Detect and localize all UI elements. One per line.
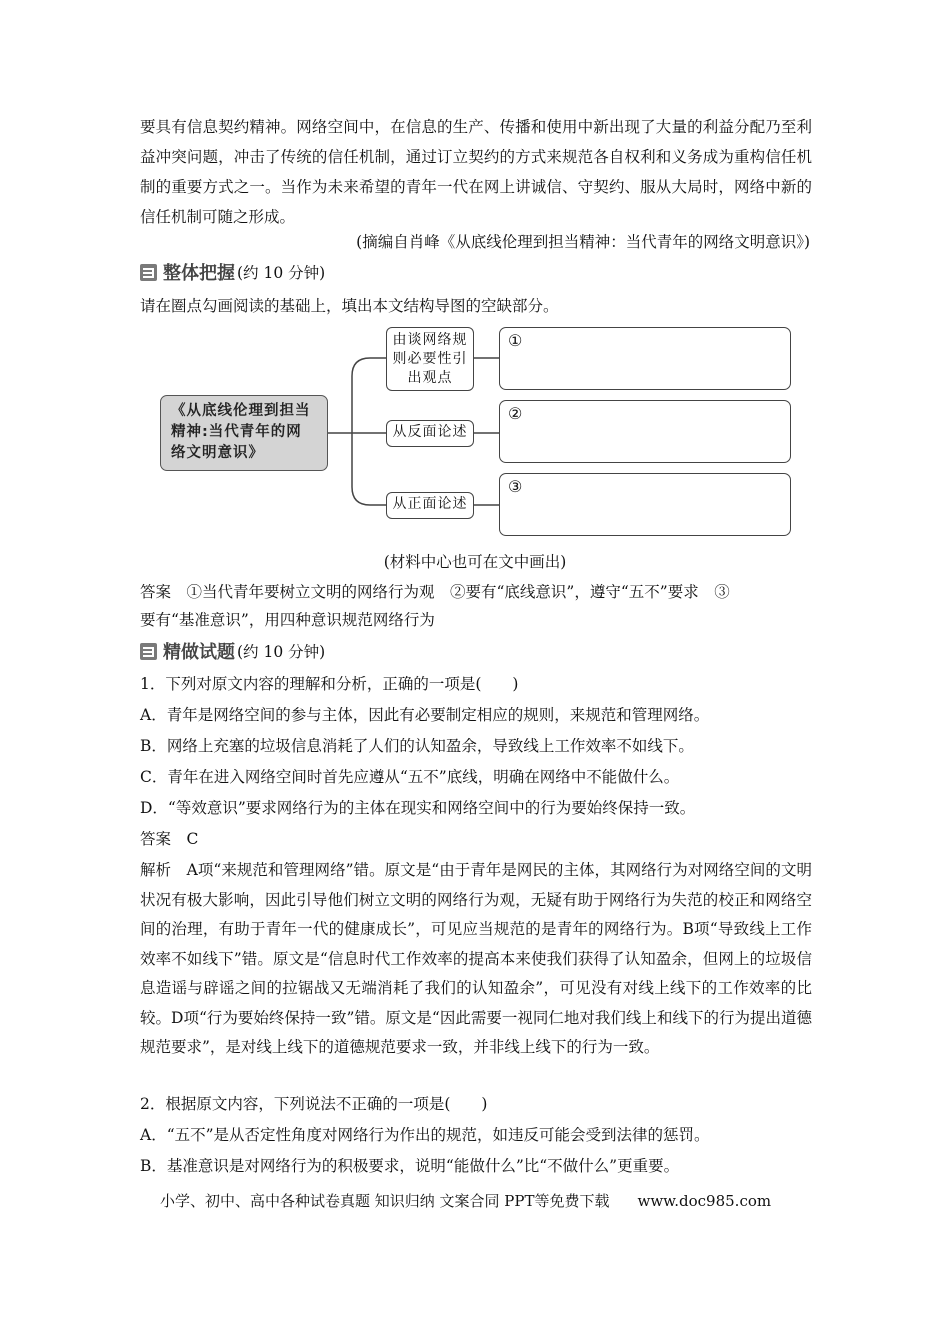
diagram-root-node: 《从底线伦理到担当精神:当代青年的网络文明意识》: [160, 395, 328, 471]
section-time-note: (约 10 分钟): [237, 643, 326, 661]
blank-marker-3: ③: [508, 477, 523, 496]
branch-node-negative: 从反面论述: [386, 420, 474, 447]
citation: (摘编自肖峰《从底线伦理到担当精神：当代青年的网络文明意识》): [356, 233, 810, 251]
question1-option-c: C．青年在进入网络空间时首先应遵从“五不”底线，明确在网络中不能做什么。: [140, 768, 680, 786]
question1-analysis: 解析 A项“来规范和管理网络”错。原文是“由于青年是网民的主体，其网络行为对网络空间的文明状况有极大影响，因此引导他们树立文明的网络行为观，无疑有助于网络行为失范的校正和网络空间的治理，有助于青年一代的健康成长”，可见应当规范的是青年的网络行为。B项“导致线上工作效率不如线下”错。原文是“信息时代工作效率的提高本来使我们获得了认知盈余，但网上的垃圾信息造谣与辟谣之间的拉锯战又无端消耗了我们的认知盈余”，可见没有对线上线下的工作效率的比较。D项“行为要始终保持一致”错。原文是“因此需要一视同仁地对我们线上和线下的行为提出道德规范要求”，是对线上线下的道德规范要求一致，并非线上线下的行为一致。: [140, 861, 812, 1056]
section-title: 整体把握: [163, 263, 235, 284]
answer1-line1: 答案 ①当代青年要树立文明的网络行为观 ②要有“底线意识”，遵守“五不”要求 ③: [140, 583, 730, 601]
blank-box-2[interactable]: [499, 400, 791, 463]
question1-option-b: B．网络上充塞的垃圾信息消耗了人们的认知盈余，导致线上工作效率不如线下。: [140, 737, 694, 755]
intro-paragraph: 要具有信息契约精神。网络空间中，在信息的生产、传播和使用中新出现了大量的利益分配乃至利益冲突问题，冲击了传统的信任机制，通过订立契约的方式来规范各自权利和义务成为重构信任机制的重要方式之一。当作为未来希望的青年一代在网上讲诚信、守契约、服从大局时，网络中新的信任机制可随之形成。: [140, 118, 812, 226]
footer-text: 小学、初中、高中各种试卷真题 知识归纳 文案合同 PPT等免费下载: [160, 1192, 610, 1210]
section-icon: [140, 643, 157, 660]
question2-option-a: A．“五不”是从否定性角度对网络行为作出的规范，如违反可能会受到法律的惩罚。: [140, 1126, 710, 1144]
section-title: 精做试题: [163, 642, 235, 663]
blank-box-3[interactable]: [499, 473, 791, 536]
question1-stem: 1．下列对原文内容的理解和分析，正确的一项是( ): [140, 675, 519, 693]
section-icon: [140, 264, 157, 281]
question1-option-a: A．青年是网络空间的参与主体，因此有必要制定相应的规则，来规范和管理网络。: [140, 706, 710, 724]
footer-url[interactable]: www.doc985.com: [637, 1192, 772, 1210]
question2-option-b: B．基准意识是对网络行为的积极要求，说明“能做什么”比“不做什么”更重要。: [140, 1157, 680, 1175]
branch-spine: [352, 358, 387, 505]
blank-marker-2: ②: [508, 404, 523, 423]
section-time-note: (约 10 分钟): [237, 264, 326, 282]
blank-marker-1: ①: [508, 331, 523, 350]
branch-node-positive: 从正面论述: [386, 492, 474, 519]
section-heading-overall: [140, 259, 325, 285]
blank-box-1[interactable]: [499, 327, 791, 390]
page-footer: [160, 1188, 771, 1214]
diagram-caption: (材料中心也可在文中画出): [383, 553, 567, 571]
question1-option-d: D．“等效意识”要求网络行为的主体在现实和网络空间中的行为要始终保持一致。: [140, 799, 696, 817]
question1-answer: 答案 C: [140, 830, 199, 848]
branch-node-intro: 由谈网络规则必要性引出观点: [386, 327, 474, 391]
instruction-text: 请在圈点勾画阅读的基础上，填出本文结构导图的空缺部分。: [140, 297, 559, 315]
answer1-line2: 要有“基准意识”，用四种意识规范网络行为: [140, 611, 435, 629]
question2-stem: 2．根据原文内容，下列说法不正确的一项是( ): [140, 1095, 488, 1113]
section-heading-practice: [140, 638, 325, 664]
